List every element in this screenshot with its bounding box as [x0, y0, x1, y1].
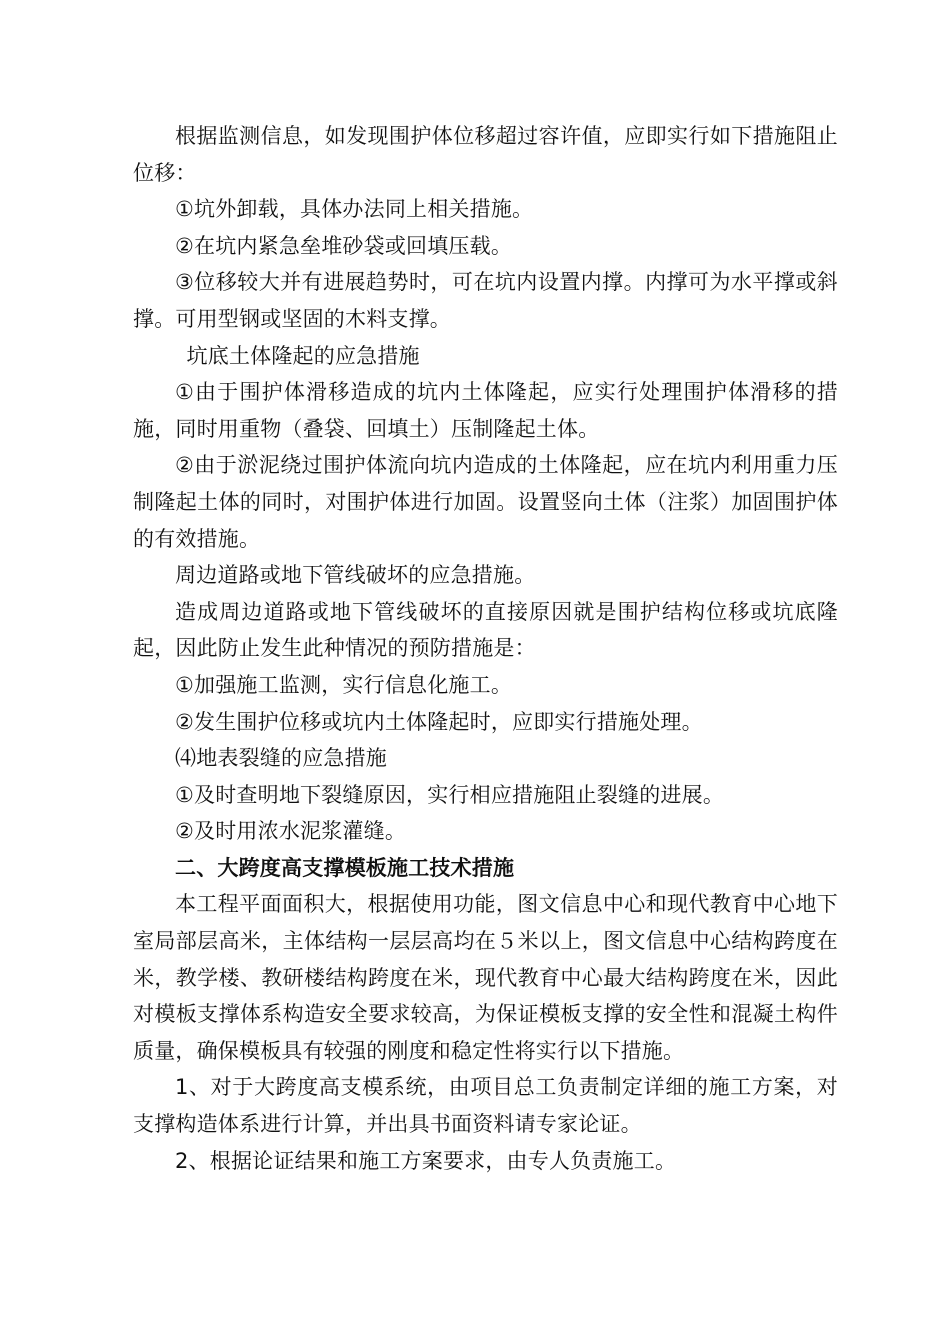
section-heading-road-pipeline: 周边道路或地下管线破坏的应急措施。 [175, 563, 536, 588]
paragraph-cracks-1: ①及时查明地下裂缝原因，实行相应措施阻止裂缝的进展。 [175, 782, 725, 807]
paragraph-measure-2: ②在坑内紧急垒堆砂袋或回填压载。 [175, 233, 513, 258]
paragraph-measure-1: ①坑外卸载，具体办法同上相关措施。 [175, 197, 534, 222]
paragraph-measure-3: ③位移较大并有进展趋势时，可在坑内设置内撑。内撑可为水平撑或斜撑。可用型钢或坚固的木料支撑。 [133, 270, 838, 331]
paragraph-formwork-1: 1、对于大跨度高支模系统，由项目总工负责制定详细的施工方案，对支撑构造体系进行计算，并出具书面资料请专家论证。 [133, 1075, 838, 1137]
paragraph-prevent-2: ②发生围护位移或坑内土体隆起时，应即实行措施处理。 [175, 709, 703, 734]
paragraph-heave-1: ①由于围护体滑移造成的坑内土体隆起，应实行处理围护体滑移的措施，同时用重物（叠袋、回填土）压制隆起土体。 [133, 380, 838, 441]
section-heading-formwork: 二、大跨度高支撑模板施工技术措施 [175, 855, 515, 880]
paragraph-prevent-1: ①加强施工监测，实行信息化施工。 [175, 672, 513, 697]
paragraph-heave-2: ②由于淤泥绕过围护体流向坑内造成的土体隆起，应在坑内利用重力压制隆起土体的同时，对围护体进行加固。设置竖向土体（注浆）加固围护体的有效措施。 [133, 453, 838, 551]
paragraph-formwork-intro: 本工程平面面积大，根据使用功能，图文信息中心和现代教育中心地下室局部层高米，主体结构一层层高均在５米以上，图文信息中心结构跨度在米，教学楼、教研楼结构跨度在米，现代教育中心最大结构跨度在米，因此对模板支撑体系构造安全要求较高，为保证模板支撑的安全性和混凝土构件质量，确保模板具有较强的刚度和稳定性将实行以下措施。 [133, 892, 838, 1063]
paragraph-formwork-2: 2、根据论证结果和施工方案要求，由专人负责施工。 [175, 1148, 677, 1173]
section-heading-pit-heave: 坑底土体隆起的应急措施 [186, 343, 420, 368]
paragraph-monitoring-intro: 根据监测信息，如发现围护体位移超过容许值，应即实行如下措施阻止位移： [133, 124, 838, 185]
paragraph-cracks-2: ②及时用浓水泥浆灌缝。 [175, 819, 407, 844]
paragraph-road-pipeline-cause: 造成周边道路或地下管线破坏的直接原因就是围护结构位移或坑底隆起，因此防止发生此种情况的预防措施是： [133, 599, 838, 661]
section-heading-surface-cracks: ⑷地表裂缝的应急措施 [175, 746, 387, 771]
document-body [133, 118, 838, 1179]
